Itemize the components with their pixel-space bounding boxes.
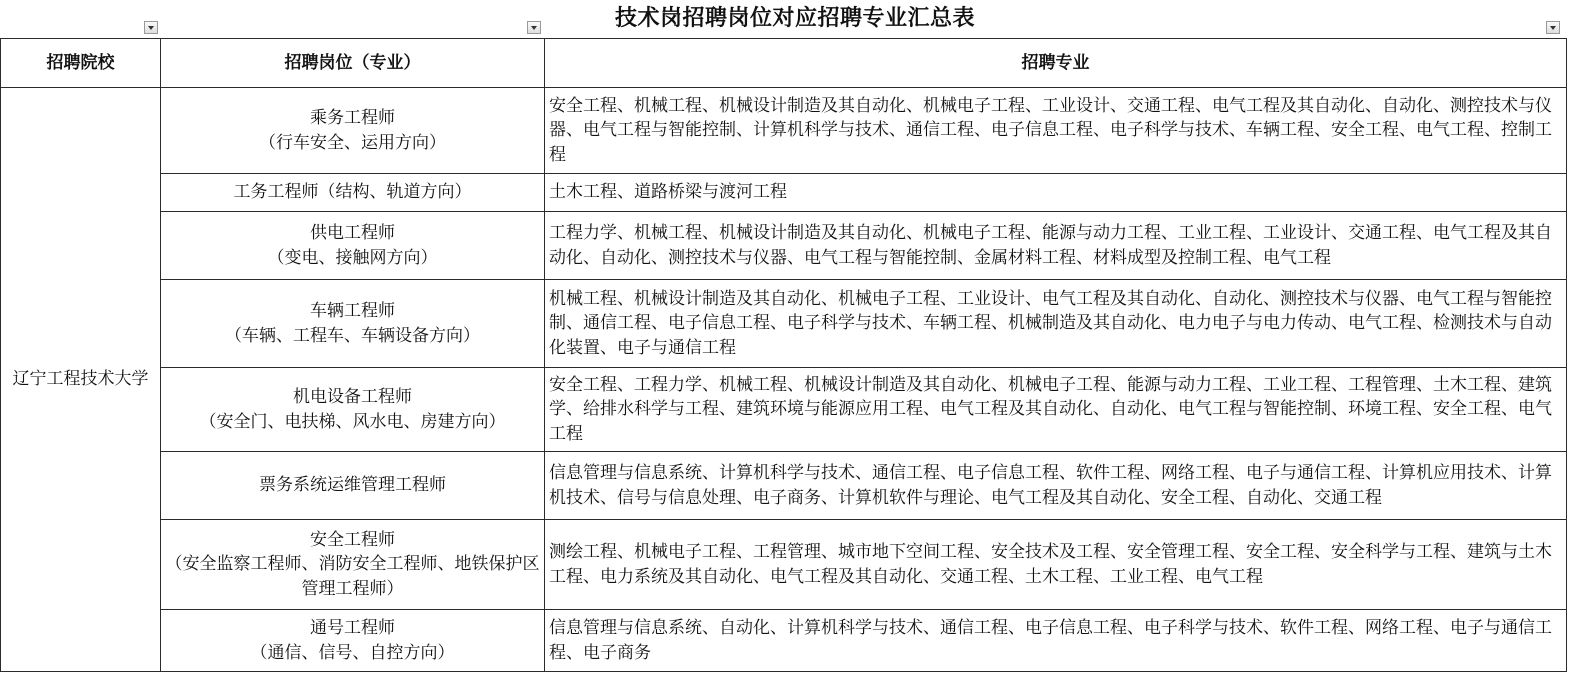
position-cell[interactable] bbox=[161, 212, 545, 280]
position-cell[interactable] bbox=[161, 280, 545, 368]
table-row bbox=[1, 368, 1567, 452]
position-cell[interactable] bbox=[161, 174, 545, 212]
table-row bbox=[1, 280, 1567, 368]
position-name: 工务工程师（结构、轨道方向） bbox=[233, 182, 472, 203]
header-row bbox=[1, 39, 1567, 88]
position-direction: （安全监察工程师、消防安全工程师、地铁保护区管理工程师） bbox=[165, 554, 540, 599]
majors-cell[interactable]: 机械工程、机械设计制造及其自动化、机械电子工程、工业设计、电气工程及其自动化、自动化、测控技术与仪器、电气工程与智能控制、通信工程、电子信息工程、电子科学与技术、车辆工程、机械制造及其自动化、电力电子与电力传动、电气工程、检测技术与自动化装置、电子与通信工程 bbox=[545, 280, 1567, 368]
position-cell[interactable] bbox=[161, 520, 545, 610]
majors-cell[interactable]: 安全工程、机械工程、机械设计制造及其自动化、机械电子工程、工业设计、交通工程、电气工程及其自动化、自动化、测控技术与仪器、电气工程与智能控制、计算机科学与技术、通信工程、电子信息工程、电子科学与技术、车辆工程、安全工程、电气工程、控制工程 bbox=[545, 88, 1567, 174]
school-cell[interactable]: 辽宁工程技术大学 bbox=[1, 88, 161, 672]
position-name: 机电设备工程师 bbox=[293, 387, 412, 407]
position-name: 供电工程师 bbox=[310, 223, 395, 243]
table-row bbox=[1, 88, 1567, 174]
position-name: 安全工程师 bbox=[310, 529, 395, 550]
filter-dropdown-position[interactable] bbox=[527, 21, 541, 34]
majors-cell[interactable]: 测绘工程、机械电子工程、工程管理、城市地下空间工程、安全技术及工程、安全管理工程、安全工程、安全科学与工程、建筑与土木工程、电力系统及其自动化、电气工程及其自动化、交通工程、土木工程、工业工程、电气工程 bbox=[545, 520, 1567, 610]
position-direction: （通信、信号、自控方向） bbox=[250, 642, 455, 663]
position-direction: （车辆、工程车、车辆设备方向） bbox=[225, 325, 480, 346]
chevron-down-icon bbox=[531, 26, 537, 30]
majors-cell[interactable]: 工程力学、机械工程、机械设计制造及其自动化、机械电子工程、能源与动力工程、工业工程、工业设计、交通工程、电气工程及其自动化、自动化、测控技术与仪器、电气工程与智能控制、金属材料工程、材料成型及控制工程、电气工程 bbox=[545, 212, 1567, 280]
position-cell[interactable] bbox=[161, 88, 545, 174]
position-name: 乘务工程师 bbox=[310, 108, 395, 128]
majors-cell[interactable]: 信息管理与信息系统、计算机科学与技术、通信工程、电子信息工程、软件工程、网络工程、电子与通信工程、计算机应用技术、计算机技术、信号与信息处理、电子商务、计算机软件与理论、电气工程及其自动化、安全工程、自动化、交通工程 bbox=[545, 452, 1567, 520]
majors-cell[interactable]: 信息管理与信息系统、自动化、计算机科学与技术、通信工程、电子信息工程、电子科学与技术、软件工程、网络工程、电子与通信工程、电子商务 bbox=[545, 610, 1567, 672]
table-row bbox=[1, 212, 1567, 280]
table-row bbox=[1, 610, 1567, 672]
majors-cell[interactable]: 土木工程、道路桥梁与渡河工程 bbox=[545, 174, 1567, 212]
filter-dropdown-school[interactable] bbox=[144, 21, 158, 34]
filter-dropdown-majors[interactable] bbox=[1546, 21, 1560, 34]
table-row bbox=[1, 520, 1567, 610]
position-cell[interactable] bbox=[161, 610, 545, 672]
header-school[interactable]: 招聘院校 bbox=[1, 39, 161, 88]
sheet-title: 技术岗招聘岗位对应招聘专业汇总表 bbox=[614, 5, 975, 31]
chevron-down-icon bbox=[1550, 26, 1556, 30]
recruitment-table bbox=[0, 38, 1567, 672]
header-majors[interactable]: 招聘专业 bbox=[545, 39, 1567, 88]
table-row bbox=[1, 174, 1567, 212]
position-cell[interactable] bbox=[161, 452, 545, 520]
position-cell[interactable] bbox=[161, 368, 545, 452]
position-direction: （安全门、电扶梯、风水电、房建方向） bbox=[199, 411, 506, 432]
position-name: 通号工程师 bbox=[310, 618, 395, 638]
position-direction: （变电、接触网方向） bbox=[267, 247, 438, 268]
title-row bbox=[0, 0, 1590, 38]
position-name: 票务系统运维管理工程师 bbox=[259, 475, 446, 496]
position-direction: （行车安全、运用方向） bbox=[259, 132, 446, 153]
table-row bbox=[1, 452, 1567, 520]
majors-cell[interactable]: 安全工程、工程力学、机械工程、机械设计制造及其自动化、机械电子工程、能源与动力工程、工业工程、工程管理、土木工程、建筑学、给排水科学与工程、建筑环境与能源应用工程、电气工程及其自动化、自动化、电气工程与智能控制、环境工程、安全工程、电气工程 bbox=[545, 368, 1567, 452]
chevron-down-icon bbox=[148, 26, 154, 30]
position-name: 车辆工程师 bbox=[310, 301, 395, 321]
header-position[interactable]: 招聘岗位（专业） bbox=[161, 39, 545, 88]
